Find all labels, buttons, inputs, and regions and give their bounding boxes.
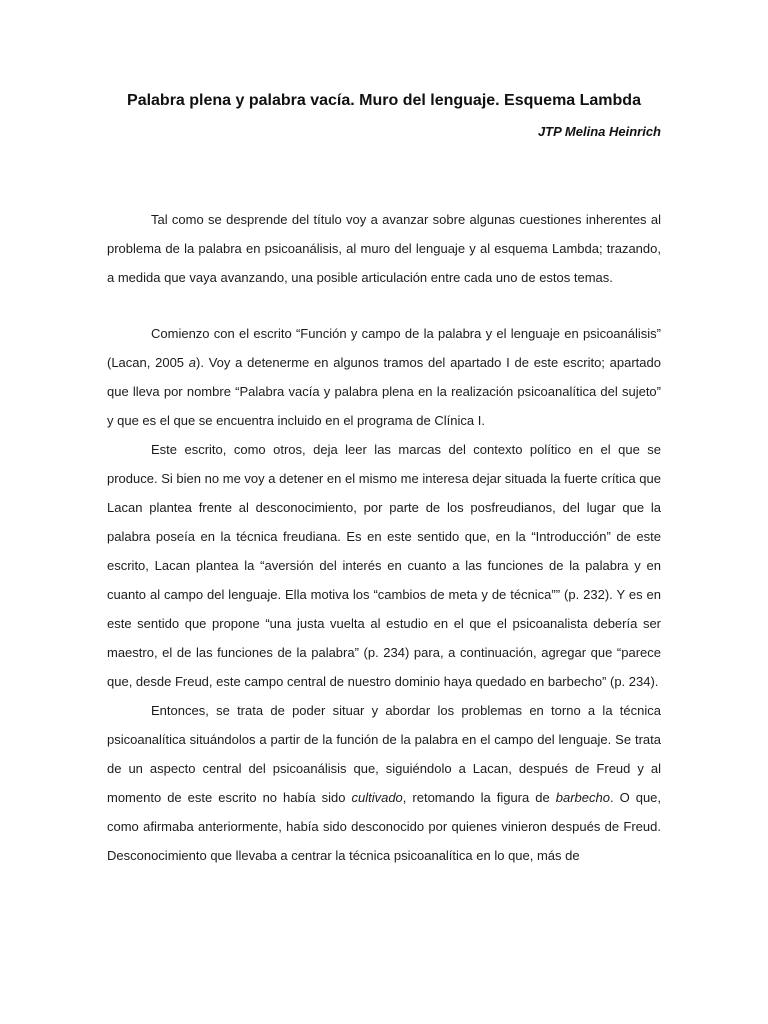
paragraph-italic-text: a xyxy=(188,355,197,370)
paragraph-entonces xyxy=(107,696,661,870)
paragraph-comienzo xyxy=(107,319,661,435)
paragraph-italic-text: barbecho xyxy=(555,790,610,805)
paragraph-italic-text: cultivado xyxy=(351,790,403,805)
paragraph-intro: Tal como se desprende del título voy a avanzar sobre algunas cuestiones inherentes al problema de la palabra en psicoanálisis, al muro del lenguaje y al esquema Lambda; trazando, a medida que vaya avanzando, una posible articulación entre cada uno de estos temas. xyxy=(107,212,661,285)
paragraph-text: Entonces, se trata de poder situar y abordar los problemas en torno a la técnica psicoanalítica situándolos a partir de la función de la palabra en el campo del lenguaje. Se trata de un aspecto central del psicoanálisis que, siguiéndolo a Lacan, después de Freud y al momento de este escrito no había sido xyxy=(107,703,661,805)
document-body xyxy=(107,205,661,870)
paragraph-text: . O que, como afirmaba anteriormente, había sido desconocido por quienes vinieron después de Freud. Desconocimiento que llevaba a centrar la técnica psicoanalítica en lo que, más de xyxy=(107,790,662,863)
document-author: JTP Melina Heinrich xyxy=(537,124,661,139)
paragraph-text: ). Voy a detenerme en algunos tramos del apartado I de este escrito; apartado que lleva por nombre “Palabra vacía y palabra plena en la realización psicoanalítica del sujeto” y que es el que se encuentra incluido en el programa de Clínica I. xyxy=(107,355,661,428)
paragraph-text: , retomando la figura de xyxy=(402,790,556,805)
paragraph-text: Comienzo con el escrito “Función y campo de la palabra y el lenguaje en psicoanálisis” (Lacan, 2005 xyxy=(107,326,661,370)
document-title: Palabra plena y palabra vacía. Muro del lenguaje. Esquema Lambda xyxy=(127,92,641,109)
paragraph-este-escrito: Este escrito, como otros, deja leer las marcas del contexto político en el que se produce. Si bien no me voy a detener en el mismo me interesa dejar situada la fuerte crítica que Lacan plantea frente al desconocimiento, por parte de los posfreudianos, del lugar que la palabra poseía en la técnica freudiana. Es en este sentido que, en la “Introducción” de este escrito, Lacan plantea la “aversión del interés en cuanto a las funciones de la palabra y en cuanto al campo del lenguaje. Ella motiva los “cambios de meta y de técnica”” (p. 232). Y es en este sentido que propone “una justa vuelta al estudio en el que el psicoanalista debería ser maestro, el de las funciones de la palabra” (p. 234) para, a continuación, agregar que “parece que, desde Freud, este campo central de nuestro dominio haya quedado en barbecho” (p. 234). xyxy=(107,442,661,689)
